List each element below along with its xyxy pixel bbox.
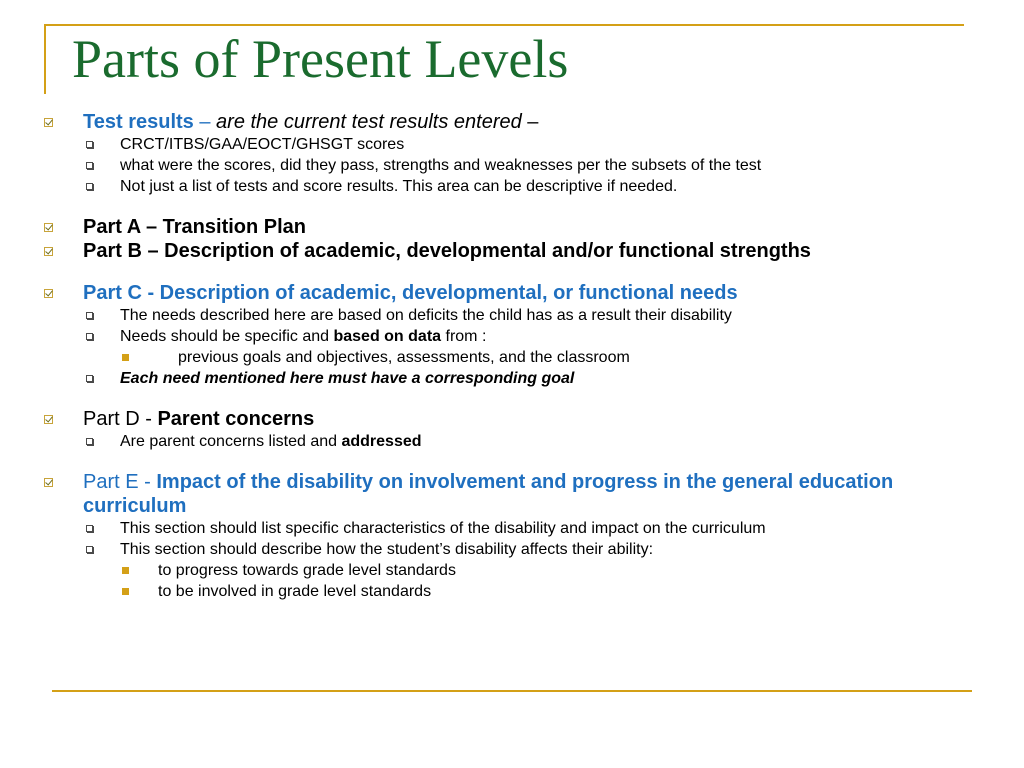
- test-results-item-text: Not just a list of tests and score results. This area can be descriptive if needed.: [120, 178, 678, 195]
- test-results-label: Test results: [83, 111, 194, 133]
- part-d-item: [40, 431, 940, 452]
- slide-title: Parts of Present Levels: [72, 29, 569, 89]
- part-e-item: [40, 539, 940, 560]
- part-c-item-bold: based on data: [333, 328, 442, 345]
- part-e-subitem: [40, 560, 940, 581]
- bullet-part-e: [40, 470, 940, 518]
- checkbox-empty-icon: [86, 546, 93, 553]
- part-d-label: Part D: [83, 408, 140, 430]
- part-e-subitem: [40, 581, 940, 602]
- top-rule: [44, 24, 964, 26]
- square-bullet-icon: [122, 567, 129, 574]
- part-d-title: Parent concerns: [157, 408, 315, 430]
- part-e-item: [40, 518, 940, 539]
- checkbox-empty-icon: [86, 438, 93, 445]
- part-e-item-text: This section should describe how the student’s disability affects their ability:: [120, 541, 654, 558]
- part-e-subitem-text: to progress towards grade level standards: [158, 562, 456, 579]
- part-c-item: [40, 305, 940, 326]
- bullet-part-a: [40, 215, 940, 239]
- checkbox-empty-icon: [86, 375, 93, 382]
- part-c-item-text: Needs should be specific and: [120, 328, 334, 345]
- part-d-sep: -: [139, 408, 158, 430]
- checkbox-checked-icon: [44, 478, 53, 487]
- checkbox-checked-icon: [44, 415, 53, 424]
- bullet-test-results: [40, 110, 940, 134]
- test-results-item: [40, 134, 940, 155]
- left-rule: [44, 24, 46, 94]
- part-c-subitem-text: previous goals and objectives, assessments, and the classroom: [178, 349, 630, 366]
- checkbox-empty-icon: [86, 333, 93, 340]
- square-bullet-icon: [122, 354, 129, 361]
- test-results-dash: –: [193, 111, 217, 133]
- part-e-label: Part E: [83, 471, 139, 493]
- checkbox-empty-icon: [86, 162, 93, 169]
- part-e-sep: -: [138, 471, 157, 493]
- checkbox-checked-icon: [44, 118, 53, 127]
- part-c-subitem: [40, 347, 940, 368]
- part-c-text: Part C - Description of academic, developmental, or functional needs: [83, 282, 738, 304]
- part-e-item-text: This section should list specific characteristics of the disability and impact on the curriculum: [120, 520, 766, 537]
- part-a-text: Part A – Transition Plan: [83, 216, 307, 238]
- slide-body: [40, 110, 940, 602]
- part-c-item-text: Each need mentioned here must have a corresponding goal: [120, 370, 575, 387]
- checkbox-checked-icon: [44, 289, 53, 298]
- part-c-item: [40, 326, 940, 347]
- test-results-desc: are the current test results entered: [216, 111, 522, 133]
- test-results-item: [40, 155, 940, 176]
- checkbox-empty-icon: [86, 312, 93, 319]
- test-results-item: [40, 176, 940, 197]
- part-e-subitem-text: to be involved in grade level standards: [158, 583, 432, 600]
- checkbox-checked-icon: [44, 247, 53, 256]
- test-results-trail: –: [521, 111, 539, 133]
- bullet-part-b: [40, 239, 940, 263]
- test-results-item-text: CRCT/ITBS/GAA/EOCT/GHSGT scores: [120, 136, 405, 153]
- checkbox-checked-icon: [44, 223, 53, 232]
- part-c-item-text: from :: [441, 328, 487, 345]
- part-c-item: [40, 368, 940, 389]
- checkbox-empty-icon: [86, 525, 93, 532]
- checkbox-empty-icon: [86, 141, 93, 148]
- part-d-item-text: Are parent concerns listed and: [120, 433, 342, 450]
- bullet-part-c: [40, 281, 940, 305]
- part-e-title: Impact of the disability on involvement and progress in the general education curriculum: [83, 471, 894, 517]
- bottom-rule: [52, 690, 972, 692]
- part-b-text: Part B – Description of academic, developmental and/or functional strengths: [83, 240, 811, 262]
- square-bullet-icon: [122, 588, 129, 595]
- test-results-item-text: what were the scores, did they pass, strengths and weaknesses per the subsets of the test: [120, 157, 762, 174]
- part-d-item-bold: addressed: [341, 433, 422, 450]
- checkbox-empty-icon: [86, 183, 93, 190]
- bullet-part-d: [40, 407, 940, 431]
- part-c-item-text: The needs described here are based on deficits the child has as a result their disability: [120, 307, 732, 324]
